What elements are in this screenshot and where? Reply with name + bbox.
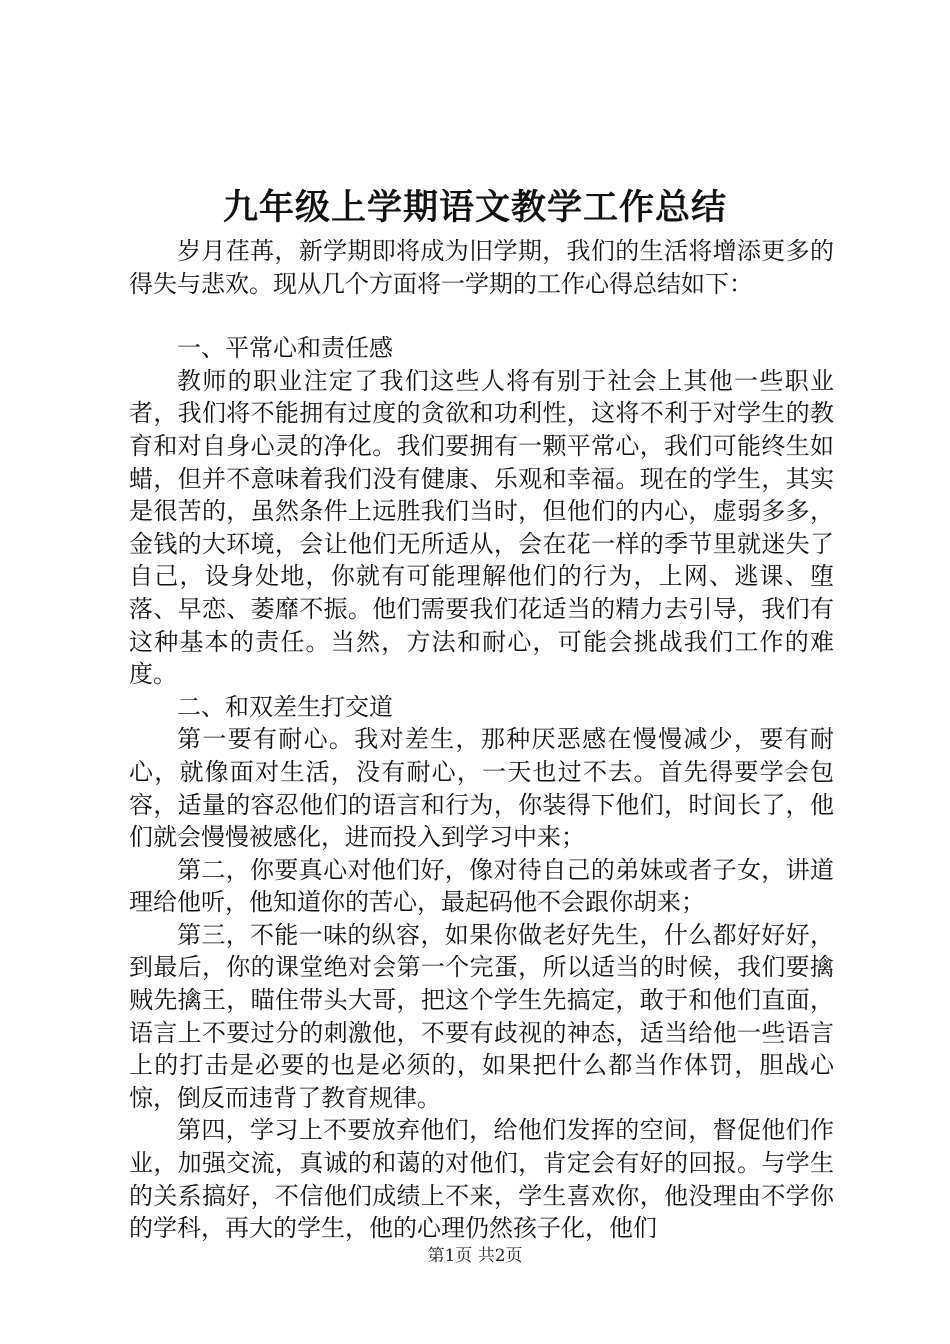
section-1-paragraph: 教师的职业注定了我们这些人将有别于社会上其他一些职业者，我们将不能拥有过度的贪欲和功利性，这将不利于对学生的教育和对自身心灵的净化。我们要拥有一颗平常心，我们可能终生如蜡，但并不意味着我们没有健康、乐观和幸福。现在的学生，其实是很苦的，虽然条件上远胜我们当时，但他们的内心，虚弱多多，金钱的大环境，会让他们无所适从，会在花一样的季节里就迷失了自己，设身处地，你就有可能理解他们的行为，上网、逃课、堕落、早恋、萎靡不振。他们需要我们花适当的精力去引导，我们有这种基本的责任。当然，方法和耐心，可能会挑战我们工作的难度。 — [129, 366, 834, 689]
blank-line — [129, 300, 834, 332]
page-number-footer: 第1页 共2页 — [427, 1246, 523, 1266]
section-2-paragraph-3: 第三，不能一味的纵容，如果你做老好先生，什么都好好好，到最后，你的课堂绝对会第一个完蛋，所以适当的时候，我们要擒贼先擒王，瞄住带头大哥，把这个学生先搞定，敢于和他们直面，语言上不要过分的刺激他，不要有歧视的神态，适当给他一些语言上的打击是必要的也是必须的，如果把什么都当作体罚，胆战心惊，倒反而违背了教育规律。 — [129, 920, 834, 1112]
section-2-paragraph-2: 第二，你要真心对他们好，像对待自己的弟妹或者子女，讲道理给他听，他知道你的苦心，最起码他不会跟你胡来； — [129, 855, 834, 917]
section-2-paragraph-1: 第一要有耐心。我对差生，那种厌恶感在慢慢减少，要有耐心，就像面对生活，没有耐心，一天也过不去。首先得要学会包容，适量的容忍他们的语言和行为，你装得下他们，时间长了，他们就会慢慢被感化，进而投入到学习中来； — [129, 725, 834, 852]
section-2-heading: 二、和双差生打交道 — [177, 692, 393, 721]
document-body — [129, 235, 834, 1245]
intro-paragraph: 岁月荏苒，新学期即将成为旧学期，我们的生活将增添更多的得失与悲欢。现从几个方面将一学期的工作心得总结如下： — [129, 237, 834, 298]
section-1-heading: 一、平常心和责任感 — [177, 334, 393, 363]
section-2-paragraph-4: 第四，学习上不要放弃他们，给他们发挥的空间，督促他们作业，加强交流，真诚的和蔼的对他们，肯定会有好的回报。与学生的关系搞好，不信他们成绩上不来，学生喜欢你，他没理由不学你的学科，再大的学生，他的心理仍然孩子化，他们 — [129, 1116, 834, 1243]
document-title: 九年级上学期语文教学工作总结 — [222, 187, 727, 228]
